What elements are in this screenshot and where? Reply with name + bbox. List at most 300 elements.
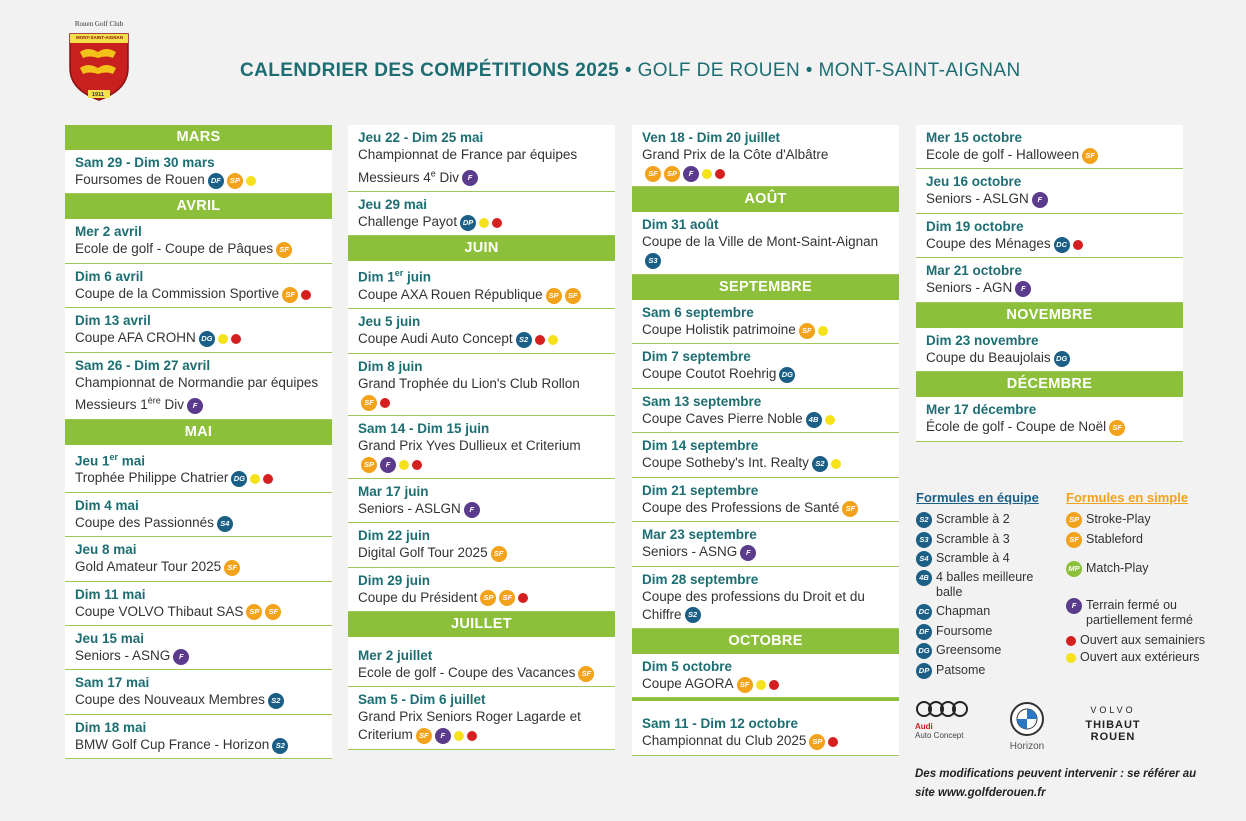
event-item	[632, 125, 899, 187]
legend-label: Scramble à 3	[936, 532, 1010, 546]
badge-dg-icon: DG	[1054, 351, 1070, 367]
calendar-column-4	[916, 125, 1183, 442]
month-header: NOVEMBRE	[916, 303, 1183, 328]
event-name-text: Grand Prix Yves Dullieux et Criterium	[358, 438, 581, 454]
badge-sp-icon: SP	[246, 604, 262, 620]
event-date: Sam 17 mai	[75, 675, 150, 691]
legend-label: Terrain fermé ou partiellement fermé	[1086, 598, 1193, 627]
event-date: Mer 2 avril	[75, 224, 142, 240]
legend-label: Stableford	[1086, 532, 1143, 546]
event-date: Dim 1er juin	[358, 268, 432, 285]
badge-sf-icon: SF	[499, 590, 515, 606]
event-name-text: Coupe du Beaujolais	[926, 349, 1051, 365]
badge-sp-icon: SP	[809, 734, 825, 750]
event-badges	[682, 606, 701, 624]
event-name-text: Seniors - ASLGN	[358, 500, 461, 516]
event-name	[642, 499, 893, 517]
badge-sf-icon: SF	[565, 288, 581, 304]
event-date: Mar 17 juin	[358, 483, 429, 499]
yellow-dot-icon	[479, 218, 489, 228]
event-badges	[734, 675, 779, 693]
event-name-text: Digital Golf Tour 2025	[358, 545, 488, 561]
red-dot-icon	[1073, 240, 1083, 250]
event-badges	[196, 330, 241, 348]
event-name-text: Ecole de golf - Coupe de Pâques	[75, 241, 274, 257]
event-badges	[1029, 191, 1048, 209]
event-badges	[1051, 349, 1070, 367]
event-name	[926, 190, 1177, 208]
badge-dc-icon: DC	[916, 604, 932, 620]
red-dot-icon	[518, 593, 528, 603]
event-date: Dim 31 août	[642, 217, 719, 233]
event-name-text: Seniors - ASLGN	[926, 191, 1029, 207]
event-name	[642, 543, 893, 561]
badge-sf-icon: SF	[578, 666, 594, 682]
event-item	[65, 537, 332, 581]
badge-sf-icon: SF	[416, 728, 432, 744]
event-name	[358, 664, 609, 682]
event-name-text: Coupe du Président	[358, 589, 478, 605]
event-date: Dim 7 septembre	[642, 349, 751, 365]
volvo-brand: VOLVO	[1090, 705, 1136, 715]
event-name	[358, 589, 609, 607]
badge-f-icon: F	[740, 545, 756, 561]
event-name-text: Coupe AGORA	[642, 675, 734, 691]
event-item	[348, 354, 615, 416]
event-badges	[488, 545, 507, 563]
event-name	[75, 171, 326, 189]
badge-dg-icon: DG	[199, 331, 215, 347]
badge-dg-icon: DG	[231, 471, 247, 487]
badge-f-icon: F	[683, 166, 699, 182]
badge-df-icon: DF	[916, 624, 932, 640]
event-badges	[642, 164, 725, 182]
badge-s3-icon: S3	[645, 253, 661, 269]
event-name	[642, 675, 893, 693]
legend-item	[1066, 650, 1216, 665]
badge-dp-icon: DP	[460, 215, 476, 231]
legend-label: Ouvert aux semainiers	[1080, 633, 1206, 647]
calendar-column-1	[65, 125, 332, 759]
legend-item	[1066, 561, 1216, 577]
legend-team-title: Formules en équipe	[916, 490, 1039, 505]
event-item	[65, 670, 332, 714]
event-name	[926, 349, 1177, 367]
badge-s4-icon: S4	[217, 516, 233, 532]
event-badges	[273, 241, 292, 259]
event-name-text: BMW Golf Cup France - Horizon	[75, 736, 270, 752]
event-item	[632, 478, 899, 522]
month-header: JUIN	[348, 236, 615, 261]
event-item	[348, 261, 615, 309]
event-date: Jeu 22 - Dim 25 mai	[358, 130, 484, 145]
event-badges	[575, 664, 594, 682]
page-title	[240, 60, 1021, 82]
legend-item	[916, 624, 1056, 640]
event-name-text: Coupe Audi Auto Concept	[358, 331, 513, 347]
event-name-text: Ecole de golf - Halloween	[926, 147, 1080, 162]
event-badges	[228, 470, 273, 488]
event-date: Sam 13 septembre	[642, 393, 762, 409]
yellow-dot-icon	[1066, 653, 1076, 663]
red-dot-icon	[492, 218, 502, 228]
event-item	[916, 258, 1183, 302]
title-main: CALENDRIER DES COMPÉTITIONS 2025	[240, 60, 620, 81]
event-item	[632, 654, 899, 698]
badge-sf-icon: SF	[361, 395, 377, 411]
event-item	[348, 192, 615, 236]
legend-item	[916, 512, 1056, 528]
legend-item	[916, 604, 1056, 620]
badge-s2-icon: S2	[916, 512, 932, 528]
month-header: DÉCEMBRE	[916, 372, 1183, 397]
event-item	[348, 479, 615, 523]
event-badges	[461, 500, 480, 518]
event-name	[926, 418, 1177, 436]
month-header: AVRIL	[65, 194, 332, 219]
badge-sf-icon: SF	[842, 501, 858, 517]
event-item	[632, 344, 899, 388]
event-badges	[205, 171, 256, 189]
badge-f-icon: F	[462, 170, 478, 186]
event-name-text: Gold Amateur Tour 2025	[75, 559, 222, 575]
event-badges	[803, 410, 835, 428]
legend-item	[916, 663, 1056, 679]
event-badges	[796, 321, 828, 339]
event-item	[632, 433, 899, 477]
event-name	[642, 146, 893, 182]
event-date: Jeu 8 mai	[75, 542, 137, 558]
badge-sf-icon: SF	[1066, 532, 1082, 548]
badge-f-icon: F	[1032, 192, 1048, 208]
event-badges	[265, 692, 284, 710]
event-name	[75, 240, 326, 258]
event-item	[632, 522, 899, 566]
event-date: Sam 14 - Dim 15 juin	[358, 421, 490, 437]
event-name	[358, 708, 609, 744]
badge-sp-icon: SP	[546, 288, 562, 304]
event-badges	[737, 544, 756, 562]
legend-label: Scramble à 4	[936, 551, 1010, 565]
event-name	[926, 235, 1177, 253]
modifications-note: Des modifications peuvent intervenir : se référer au site www.golfderouen.fr	[915, 768, 1197, 799]
event-name	[75, 285, 326, 303]
badge-4b-icon: 4B	[806, 412, 822, 428]
event-name	[75, 691, 326, 709]
event-item	[65, 353, 332, 420]
red-dot-icon	[263, 474, 273, 484]
red-dot-icon	[380, 398, 390, 408]
event-date: Dim 8 juin	[358, 358, 423, 374]
event-name	[75, 374, 326, 415]
red-dot-icon	[715, 169, 725, 179]
badge-f-icon: F	[435, 728, 451, 744]
event-date: Dim 29 juin	[358, 572, 431, 588]
yellow-dot-icon	[818, 326, 828, 336]
event-item	[65, 626, 332, 670]
event-name-text: Grand Trophée du Lion's Club Rollon	[358, 375, 580, 391]
logo-banner: MONT-SAINT-AIGNAN	[76, 35, 123, 40]
red-dot-icon	[1066, 636, 1076, 646]
legend-item	[1066, 532, 1216, 548]
event-name-text: Coupe AFA CROHN	[75, 330, 196, 346]
event-item	[348, 637, 615, 687]
event-name-text: Trophée Philippe Chatrier	[75, 470, 229, 486]
event-date: Mer 2 juillet	[358, 647, 433, 663]
event-name-text: Coupe des Professions de Santé	[642, 499, 840, 515]
event-name-text: Coupe Holistik patrimoine	[642, 321, 796, 337]
badge-s2-icon: S2	[812, 456, 828, 472]
badge-s2-icon: S2	[272, 738, 288, 754]
event-item	[916, 169, 1183, 213]
event-name	[642, 233, 893, 269]
event-name-text: Coupe des Nouveaux Membres	[75, 692, 265, 708]
event-item	[632, 212, 899, 274]
event-badges	[459, 169, 478, 187]
event-badges	[413, 727, 477, 745]
event-name	[75, 469, 326, 487]
legend-item	[916, 532, 1056, 548]
event-name	[358, 375, 609, 411]
legend-label: Foursome	[936, 624, 993, 638]
event-item	[65, 150, 332, 194]
event-name	[358, 330, 609, 348]
event-item	[632, 389, 899, 433]
event-name	[358, 500, 609, 518]
event-name-text: Coupe Sotheby's Int. Realty	[642, 455, 809, 471]
event-date: Dim 18 mai	[75, 719, 147, 735]
badge-f-icon: F	[464, 502, 480, 518]
event-name	[358, 213, 609, 231]
event-date: Mer 17 décembre	[926, 402, 1037, 418]
event-name	[358, 544, 609, 562]
badge-sp-icon: SP	[361, 457, 377, 473]
badge-s3-icon: S3	[916, 532, 932, 548]
event-name	[75, 736, 326, 754]
badge-sf-icon: SF	[491, 546, 507, 562]
event-badges	[513, 331, 558, 349]
event-badges	[543, 286, 581, 304]
event-date: Dim 21 septembre	[642, 482, 759, 498]
badge-sf-icon: SF	[224, 560, 240, 576]
event-date: Jeu 15 mai	[75, 630, 145, 646]
event-date: Dim 22 juin	[358, 528, 431, 544]
badge-sf-icon: SF	[1082, 148, 1098, 164]
event-name-text: Coupe AXA Rouen République	[358, 286, 543, 302]
event-item	[348, 125, 615, 192]
event-badges	[642, 252, 661, 270]
legend-item	[1066, 512, 1216, 528]
legend-item	[916, 570, 1056, 600]
club-logo	[62, 20, 136, 102]
legend-label: Chapman	[936, 604, 991, 618]
event-badges	[170, 647, 189, 665]
event-date: Dim 6 avril	[75, 268, 144, 284]
event-date: Sam 29 - Dim 30 mars	[75, 155, 215, 170]
event-badges	[1012, 280, 1031, 298]
event-badges	[1051, 235, 1083, 253]
legend-label: Match-Play	[1086, 561, 1149, 575]
event-name-text: Grand Prix de la Côte d'Albâtre	[642, 147, 829, 162]
badge-sf-icon: SF	[737, 677, 753, 693]
badge-sf-icon: SF	[276, 242, 292, 258]
event-name	[642, 588, 893, 624]
legend-single-title: Formules en simple	[1066, 490, 1189, 505]
red-dot-icon	[828, 737, 838, 747]
bmw-sub: Horizon	[1009, 741, 1045, 752]
event-name-text: Championnat de Normandie par équipes Messieurs 1ère Div	[75, 374, 319, 413]
event-name-text: Coupe VOLVO Thibaut SAS	[75, 603, 244, 619]
yellow-dot-icon	[250, 474, 260, 484]
title-club: GOLF DE ROUEN	[637, 60, 801, 81]
event-name	[926, 279, 1177, 297]
badge-sf-icon: SF	[282, 287, 298, 303]
month-header: OCTOBRE	[632, 629, 899, 654]
badge-f-icon: F	[1066, 598, 1082, 614]
badge-sf-icon: SF	[1109, 420, 1125, 436]
event-name-text: Seniors - ASNG	[642, 544, 738, 560]
event-date: Dim 13 avril	[75, 313, 151, 329]
badge-dc-icon: DC	[1054, 237, 1070, 253]
event-date: Dim 4 mai	[75, 497, 139, 513]
badge-f-icon: F	[173, 649, 189, 665]
sponsor-bmw	[1007, 702, 1047, 752]
event-name	[926, 146, 1177, 164]
event-item	[65, 308, 332, 352]
event-item	[348, 687, 615, 749]
event-date: Dim 5 octobre	[642, 658, 733, 674]
badge-s2-icon: S2	[268, 693, 284, 709]
event-badges	[358, 456, 422, 474]
event-badges	[839, 499, 858, 517]
calendar-column-3	[632, 125, 899, 756]
event-date: Mer 15 octobre	[926, 130, 1023, 145]
event-item	[348, 309, 615, 353]
event-name-text: Coupe des Ménages	[926, 235, 1051, 251]
event-item	[65, 715, 332, 759]
badge-sf-icon: SF	[799, 323, 815, 339]
volvo-line1: THIBAUT	[1085, 719, 1141, 731]
badge-dg-icon: DG	[916, 643, 932, 659]
event-item	[348, 568, 615, 612]
red-dot-icon	[412, 460, 422, 470]
legend-label: 4 balles meilleure balle	[936, 570, 1034, 599]
event-badges	[269, 736, 288, 754]
event-name-text: Seniors - ASNG	[75, 647, 171, 663]
event-date: Jeu 29 mai	[358, 196, 428, 212]
event-badges	[776, 366, 795, 384]
audi-rings-icon	[915, 700, 969, 718]
legend-label: Patsome	[936, 663, 986, 677]
legend-item	[1066, 633, 1216, 648]
event-name	[75, 558, 326, 576]
legend-item	[1066, 598, 1216, 628]
event-name-text: École de golf - Coupe de Noël	[926, 419, 1107, 435]
event-date: Mar 21 octobre	[926, 263, 1023, 279]
event-date: Sam 11 - Dim 12 octobre	[642, 716, 799, 732]
event-badges	[243, 603, 281, 621]
event-date: Dim 28 septembre	[642, 571, 759, 587]
event-item	[916, 214, 1183, 258]
event-item	[348, 416, 615, 478]
event-name-text: Challenge Payot	[358, 213, 458, 229]
logo-club-name: Rouen Golf Club	[74, 20, 124, 28]
badge-dp-icon: DP	[916, 663, 932, 679]
event-name	[358, 286, 609, 304]
month-header: SEPTEMBRE	[632, 275, 899, 300]
audi-sub: Auto Concept	[915, 731, 964, 740]
event-date: Jeu 16 octobre	[926, 174, 1022, 190]
event-name	[642, 454, 893, 472]
event-date: Dim 11 mai	[75, 586, 146, 602]
badge-dg-icon: DG	[779, 367, 795, 383]
event-name	[642, 410, 893, 428]
badge-sp-icon: SP	[480, 590, 496, 606]
event-date: Sam 6 septembre	[642, 304, 754, 320]
event-item	[632, 698, 899, 755]
yellow-dot-icon	[825, 415, 835, 425]
badge-s4-icon: S4	[916, 551, 932, 567]
calendar-column-2	[348, 125, 615, 750]
badge-sf-icon: SF	[265, 604, 281, 620]
event-date: Dim 23 novembre	[926, 332, 1039, 348]
title-separator: •	[800, 60, 819, 81]
month-header: AOÛT	[632, 187, 899, 212]
badge-f-icon: F	[1015, 281, 1031, 297]
event-name	[642, 321, 893, 339]
month-header: MAI	[65, 420, 332, 445]
yellow-dot-icon	[702, 169, 712, 179]
event-date: Dim 19 octobre	[926, 218, 1024, 234]
badge-sp-icon: SP	[227, 173, 243, 189]
badge-s2-icon: S2	[516, 332, 532, 348]
event-name-text: Coupe Coutot Roehrig	[642, 366, 777, 382]
event-badges	[477, 589, 528, 607]
badge-s2-icon: S2	[685, 607, 701, 623]
event-name	[75, 514, 326, 532]
yellow-dot-icon	[831, 459, 841, 469]
legend-item	[916, 643, 1056, 659]
yellow-dot-icon	[548, 335, 558, 345]
yellow-dot-icon	[246, 176, 256, 186]
event-date: Jeu 1er mai	[75, 451, 146, 469]
audi-brand: Audi	[915, 722, 933, 731]
event-name-text: Coupe Caves Pierre Noble	[642, 410, 803, 426]
event-badges	[214, 514, 233, 532]
month-header: JUILLET	[348, 612, 615, 637]
event-item	[65, 493, 332, 537]
event-name	[642, 365, 893, 383]
event-item	[65, 219, 332, 263]
yellow-dot-icon	[756, 680, 766, 690]
month-header: MARS	[65, 125, 332, 150]
event-date: Dim 14 septembre	[642, 438, 759, 454]
legend-label: Ouvert aux extérieurs	[1080, 650, 1200, 664]
badge-sf-icon: SF	[645, 166, 661, 182]
event-name-text: Coupe de la Commission Sportive	[75, 285, 280, 301]
event-date: Jeu 5 juin	[358, 314, 421, 330]
event-item	[65, 445, 332, 493]
event-name	[358, 146, 609, 187]
legend-item	[916, 551, 1056, 567]
red-dot-icon	[769, 680, 779, 690]
event-name-text: Coupe des professions du Droit et du Chiffre	[642, 588, 865, 622]
event-item	[916, 125, 1183, 169]
logo-year: 1911	[92, 92, 104, 98]
event-badges	[1079, 146, 1098, 164]
yellow-dot-icon	[218, 334, 228, 344]
legend-label: Scramble à 2	[936, 512, 1010, 526]
